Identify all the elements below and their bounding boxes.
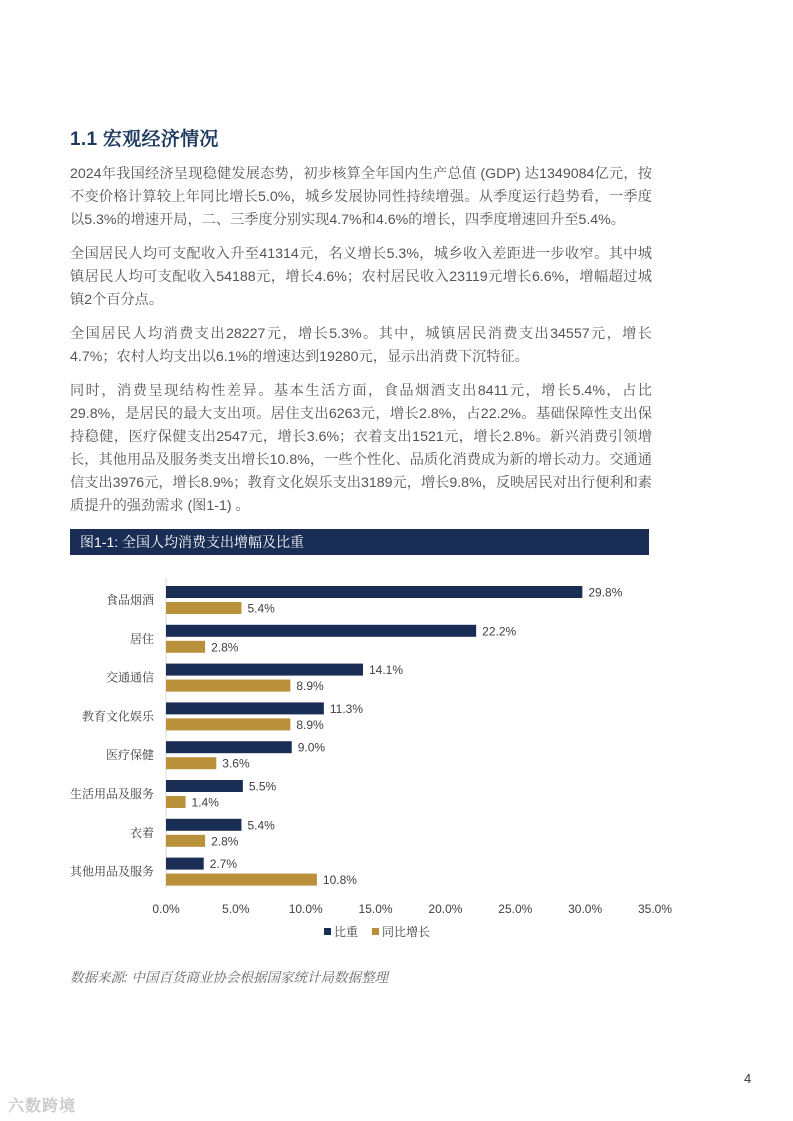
bar-value-label: 1.4%	[191, 795, 219, 810]
bar-share	[166, 702, 324, 714]
bar-growth	[166, 796, 186, 808]
bar-growth	[166, 874, 317, 886]
consumption-bar-chart	[0, 570, 793, 960]
bar-value-label: 29.8%	[588, 585, 623, 600]
bar-share	[166, 586, 582, 598]
bar-growth	[166, 835, 205, 847]
bar-growth	[166, 718, 290, 730]
bar-share	[166, 858, 204, 870]
bar-value-label: 8.9%	[296, 717, 324, 732]
legend-label: 比重	[334, 925, 359, 939]
bar-value-label: 2.8%	[211, 834, 239, 849]
x-tick-label: 15.0%	[358, 902, 393, 916]
bar-value-label: 8.9%	[296, 679, 324, 694]
bar-value-label: 9.0%	[297, 740, 326, 755]
x-tick-label: 20.0%	[428, 902, 463, 916]
legend-swatch	[324, 928, 331, 935]
category-label: 交通通信	[105, 670, 154, 685]
legend-swatch	[372, 928, 379, 935]
bar-value-label: 5.4%	[247, 818, 275, 833]
bar-share	[166, 780, 243, 792]
legend-label: 同比增长	[382, 925, 431, 939]
bar-share	[166, 664, 363, 676]
x-tick-label: 5.0%	[222, 902, 250, 916]
bar-share	[166, 819, 241, 831]
bar-value-label: 3.6%	[222, 756, 250, 771]
category-label: 衣着	[129, 825, 154, 840]
bar-value-label: 5.4%	[247, 601, 275, 616]
x-tick-label: 10.0%	[288, 902, 323, 916]
category-label: 其他用品及服务	[69, 864, 154, 879]
bar-value-label: 11.3%	[329, 701, 364, 716]
bar-share	[166, 741, 292, 753]
figure-caption: 图1-1: 全国人均消费支出增幅及比重	[80, 534, 305, 550]
x-tick-label: 25.0%	[498, 902, 533, 916]
paragraph-income: 全国居民人均可支配收入升至41314元，名义增长5.3%，城乡收入差距进一步收窄。其中城镇居民人均可支配收入54188元，增长4.6%；农村居民收入23119元增长6.6%，增幅超过城镇2个百分点。	[70, 246, 652, 308]
x-tick-label: 0.0%	[152, 902, 180, 916]
watermark-logo: 六数跨境	[8, 1098, 77, 1115]
category-label: 教育文化娱乐	[81, 709, 154, 724]
bar-growth	[166, 680, 290, 692]
figure-caption-bar	[70, 529, 649, 555]
x-tick-label: 30.0%	[568, 902, 603, 916]
paragraph-consumption: 全国居民人均消费支出28227元，增长5.3%。其中，城镇居民消费支出34557元，增长4.7%；农村人均支出以6.1%的增速达到19280元，显示出消费下沉特征。	[70, 326, 652, 365]
category-label: 生活用品及服务	[69, 787, 154, 801]
bar-value-label: 2.7%	[209, 857, 238, 872]
category-label: 食品烟酒	[105, 593, 154, 607]
bar-value-label: 14.1%	[368, 663, 404, 678]
x-tick-label: 35.0%	[637, 902, 673, 916]
category-label: 医疗保健	[105, 748, 154, 763]
bar-value-label: 2.8%	[211, 640, 239, 655]
bar-value-label: 5.5%	[248, 779, 277, 794]
section-title: 1.1 宏观经济情况	[70, 129, 219, 150]
bar-growth	[166, 602, 241, 614]
bar-value-label: 22.2%	[482, 624, 517, 639]
paragraph-gdp: 2024年我国经济呈现稳健发展态势，初步核算全年国内生产总值 (GDP) 达1349084亿元，按不变价格计算较上年同比增长5.0%，城乡发展协同性持续增强。从季度运行趋势看，一季度以5.3%的增速开局，二、三季度分别实现4.7%和4.6%的增长，四季度增速回升至5.4%。	[70, 166, 652, 228]
category-label: 居住	[129, 631, 154, 646]
data-source-note: 数据来源: 中国百货商业协会根据国家统计局数据整理	[70, 970, 389, 985]
bar-growth	[166, 757, 216, 769]
bar-share	[166, 625, 476, 637]
bar-growth	[166, 641, 205, 653]
bar-value-label: 10.8%	[322, 873, 357, 888]
paragraph-structure: 同时，消费呈现结构性差异。基本生活方面，食品烟酒支出8411元，增长5.4%，占比29.8%，是居民的最大支出项。居住支出6263元，增长2.8%，占22.2%。基础保障性支出保持稳健，医疗保健支出2547元，增长3.6%；衣着支出1521元，增长2.8%。新兴消费引领增长，其他用品及服务类支出增长10.8%，一些个性化、品质化消费成为新的增长动力。交通通信支出3976元，增长8.9%；教育文化娱乐支出3189元，增长9.8%，反映居民对出行便利和素质提升的强劲需求 (图1-1) 。	[70, 383, 652, 514]
page-number: 4	[744, 1071, 752, 1086]
